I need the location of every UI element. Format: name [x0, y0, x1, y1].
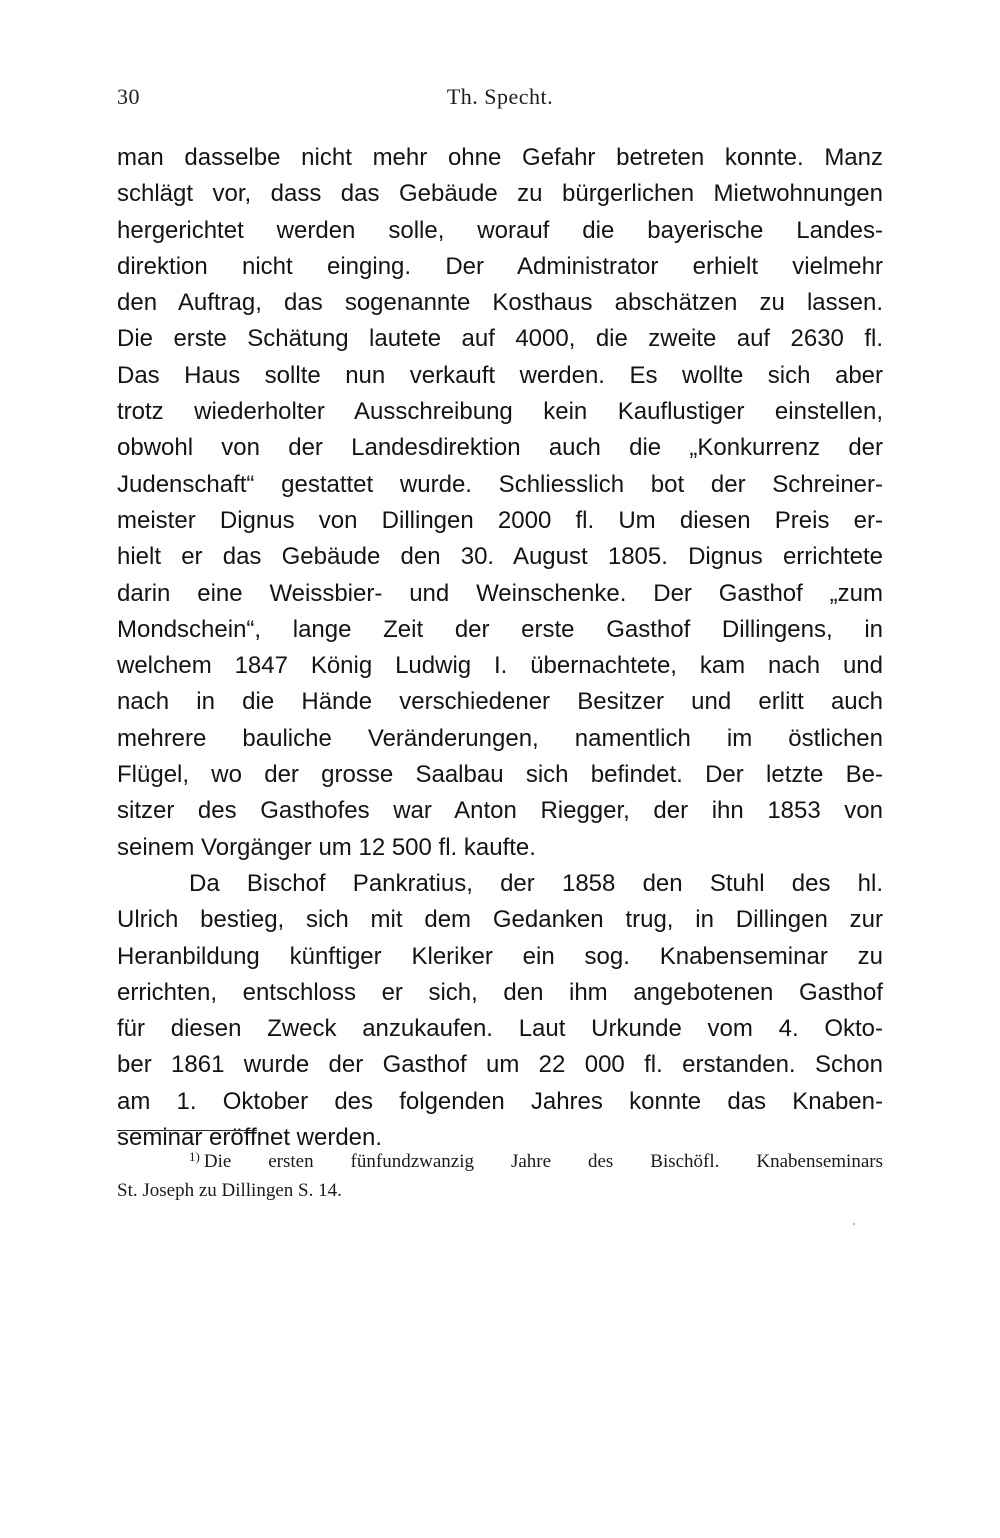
footnote-text: Die ersten fünfundzwanzig Jahre des Bischöfl. Knabenseminars — [203, 1151, 883, 1172]
footnote-line — [117, 1140, 883, 1174]
text-line: den Auftrag, das sogenannte Kosthaus abschätzen zu lassen. — [117, 289, 883, 317]
text-line: sitzer des Gasthofes war Anton Riegger, der ihn 1853 von — [117, 797, 883, 825]
text-line: Das Haus sollte nun verkauft werden. Es wollte sich aber — [117, 361, 883, 389]
text-line: obwohl von der Landesdirektion auch die „Konkurrenz der — [117, 434, 883, 462]
footnotes — [117, 1140, 883, 1208]
text-line: mehrere bauliche Veränderungen, namentlich im östlichen — [117, 724, 883, 752]
text-line: Da Bischof Pankratius, der 1858 den Stuhl des hl. — [189, 869, 883, 897]
paragraph — [117, 140, 883, 866]
text-line: Mondschein“, lange Zeit der erste Gasthof Dillingens, in — [117, 615, 883, 643]
footnote-divider — [117, 1130, 257, 1131]
body-text — [117, 140, 883, 1156]
running-title: Th. Specht. — [446, 84, 554, 109]
text-line: hergerichtet werden solle, worauf die bayerische Landes- — [117, 216, 883, 244]
text-line: darin eine Weissbier- und Weinschenke. Der Gasthof „zum — [117, 579, 883, 607]
text-line: errichten, entschloss er sich, den ihm angebotenen Gasthof — [117, 978, 883, 1006]
text-line: für diesen Zweck anzukaufen. Laut Urkunde vom 4. Okto- — [117, 1015, 883, 1043]
text-line: Ulrich bestieg, sich mit dem Gedanken trug, in Dillingen zur — [117, 906, 883, 934]
paragraph — [117, 866, 883, 1156]
text-line: Judenschaft“ gestattet wurde. Schliesslich bot der Schreiner- — [117, 470, 883, 498]
text-line: welchem 1847 König Ludwig I. übernachtete, kam nach und — [117, 652, 883, 680]
text-line: hielt er das Gebäude den 30. August 1805. Dignus errichtete — [117, 543, 883, 571]
text-line: am 1. Oktober des folgenden Jahres konnte das Knaben- — [117, 1087, 883, 1115]
text-line: seminar eröffnet werden. — [117, 1124, 383, 1152]
page-number: 30 — [117, 84, 140, 109]
text-line: ber 1861 wurde der Gasthof um 22 000 fl. erstanden. Schon — [117, 1051, 883, 1079]
text-line: schlägt vor, dass das Gebäude zu bürgerlichen Mietwohnungen — [117, 180, 883, 208]
text-line: nach in die Hände verschiedener Besitzer und erlitt auch — [117, 688, 883, 716]
text-line: seinem Vorgänger um 12 500 fl. kaufte. — [117, 833, 536, 861]
footnote-line: St. Joseph zu Dillingen S. 14. — [117, 1180, 342, 1201]
text-line: Flügel, wo der grosse Saalbau sich befindet. Der letzte Be- — [117, 761, 883, 789]
footnote-marker: 1) — [189, 1149, 200, 1164]
print-speck — [853, 1223, 855, 1225]
text-line: trotz wiederholter Ausschreibung kein Kauflustiger einstellen, — [117, 398, 883, 426]
running-head — [117, 84, 883, 114]
footnote — [117, 1140, 883, 1208]
text-line: Die erste Schätung lautete auf 4000, die zweite auf 2630 fl. — [117, 325, 883, 353]
text-line: meister Dignus von Dillingen 2000 fl. Um diesen Preis er- — [117, 506, 883, 534]
text-line: man dasselbe nicht mehr ohne Gefahr betreten konnte. Manz — [117, 144, 883, 171]
text-line: direktion nicht einging. Der Administrator erhielt vielmehr — [117, 252, 883, 280]
text-line: Heranbildung künftiger Kleriker ein sog. Knabenseminar zu — [117, 942, 883, 970]
